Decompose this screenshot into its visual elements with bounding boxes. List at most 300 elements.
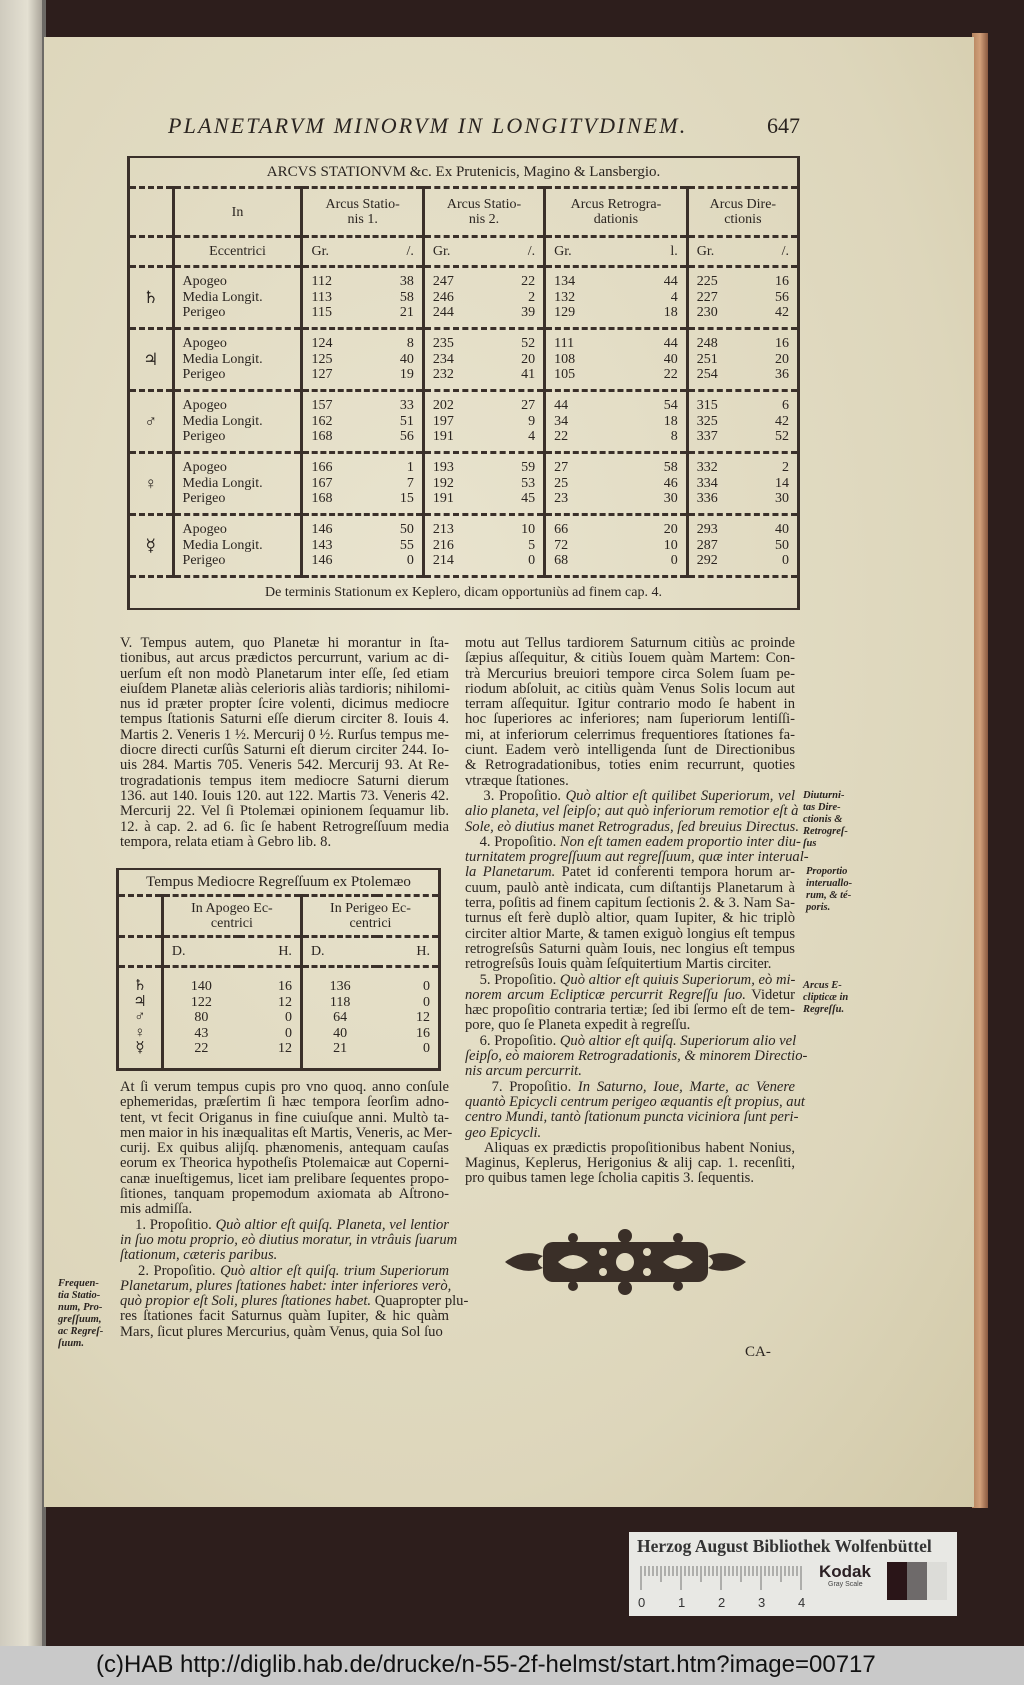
margin-note-line: Diuturni- <box>803 790 845 801</box>
minutes: 33 <box>399 398 414 414</box>
minutes-label: /. <box>781 243 789 259</box>
minutes: 8 <box>670 429 678 445</box>
value-pair <box>697 460 789 476</box>
value-pair <box>554 553 678 569</box>
value-pair <box>554 352 678 368</box>
degrees: 143 <box>311 537 333 553</box>
degrees: 246 <box>432 289 454 305</box>
ruler-label: 4 <box>798 1595 806 1610</box>
text-line <box>465 1156 795 1171</box>
table-subheader-row <box>118 937 440 967</box>
text: Quapropter plu- <box>371 1293 469 1310</box>
planet-group-row <box>129 329 799 391</box>
text-line <box>465 865 795 880</box>
position-labels <box>173 515 302 577</box>
planet-symbol: ♃ <box>133 993 147 1010</box>
degrees: 234 <box>432 351 454 367</box>
text-line <box>465 942 795 957</box>
text-line <box>120 636 449 651</box>
text: Mercurij 22. Vel ſi Ptolemæi opinionem ſequamur lib. <box>120 803 449 820</box>
margin-note-arcus <box>803 980 848 1016</box>
table-title-row <box>129 157 799 188</box>
gray-swatch-mid <box>907 1562 927 1600</box>
value-pair <box>433 522 535 538</box>
value-pair <box>311 336 413 352</box>
page-number: 647 <box>767 113 800 138</box>
minutes: 58 <box>663 460 678 476</box>
left-paragraph-1 <box>120 636 449 850</box>
minutes: 7 <box>406 475 414 491</box>
value-pair <box>554 398 678 414</box>
minutes: 46 <box>663 475 678 491</box>
text: Videtur <box>745 986 795 1003</box>
left-paragraph-2 <box>120 1079 469 1340</box>
degrees: 157 <box>311 398 333 414</box>
minutes: 0 <box>670 553 678 569</box>
degrees: 23 <box>554 491 569 507</box>
text: ephemeridas, præſertim ſi hæc tempora ſeorſim adno- <box>120 1094 449 1111</box>
position-label: Perigeo <box>182 491 226 507</box>
stations-arc-table <box>127 156 800 610</box>
minutes: 0 <box>782 553 789 569</box>
degrees: 25 <box>554 475 569 491</box>
value-pair <box>433 538 535 554</box>
minutes: 56 <box>775 289 789 305</box>
value-pair <box>697 522 789 538</box>
text: retrogreſsûs Saturni quàm Iouis, nec longius eſt tempus <box>465 940 795 957</box>
value-pair <box>554 274 678 290</box>
minutes: 0 <box>406 553 414 569</box>
text: circiter altior Marte, & tamen exiguò longius eſt tempus <box>465 925 795 942</box>
table-header-row <box>129 188 799 237</box>
value-pair <box>697 476 789 492</box>
position-label: Apogeo <box>182 336 227 352</box>
minutes: 4 <box>528 429 536 445</box>
text-line <box>120 697 449 712</box>
table-value: 64 <box>333 1010 348 1026</box>
text: eorum ex Theorica hypotheſis Ptolemaicæ aut Coperni- <box>120 1155 449 1172</box>
arc-values <box>687 453 798 515</box>
text: 136. aut 140. Iouis 120. aut 122. Martis 73. Veneris 42. <box>120 787 449 804</box>
unit-header: H. <box>377 937 439 967</box>
text-line <box>465 896 795 911</box>
value-pair <box>554 429 678 445</box>
degrees: 166 <box>311 460 333 476</box>
position-label: Perigeo <box>182 553 226 569</box>
text: terram aſſequitur. Igitur contrario modo ſe habent in <box>465 696 795 713</box>
position-label: Perigeo <box>182 429 226 445</box>
text-line <box>465 667 795 682</box>
value-pair <box>433 429 535 445</box>
text: 2. Propoſitio. <box>120 1262 221 1279</box>
text: cuum, paulò antè indicata, cum diſtantijs Planetarum à <box>465 879 795 896</box>
table-value: 0 <box>284 1025 292 1041</box>
degrees: 146 <box>311 553 333 569</box>
degrees: 132 <box>554 289 576 305</box>
minutes: 40 <box>399 351 414 367</box>
text-line <box>465 774 795 789</box>
value-pair <box>311 460 413 476</box>
degrees: 254 <box>696 367 718 383</box>
italic-text: alio planeta, vel ſeipſo; aut quò inferiorum remotior eſt à <box>465 803 799 820</box>
minutes: 14 <box>775 475 789 491</box>
text: 1. Propoſitio. <box>120 1216 216 1233</box>
degrees-label: Gr. <box>554 243 572 259</box>
value-pair <box>697 336 789 352</box>
units <box>554 244 678 260</box>
text-line <box>465 636 795 651</box>
text: res ſtationes facit Saturnus quàm Iupiter, & hic quàm <box>120 1308 449 1325</box>
running-title: PLANETARVM MINORVM IN LONGITVDINEM. <box>168 113 688 138</box>
degrees: 247 <box>432 274 454 290</box>
minutes: 50 <box>399 522 414 538</box>
degrees-label: Gr. <box>696 243 715 259</box>
text: tent, vt fecit Origanus in fine cuiuſque anni. Multò ta- <box>120 1109 449 1126</box>
text-line <box>465 988 795 1003</box>
subheader-eccentrici: Eccentrici <box>173 237 302 267</box>
degrees: 216 <box>432 537 454 553</box>
table-value: 118 <box>329 994 351 1010</box>
position-label: Perigeo <box>182 305 226 321</box>
value-pair <box>311 522 413 538</box>
subheader-units <box>687 237 798 267</box>
text: retrogreſsûs Iouis quàm ſeſquitertium Martis circiter. <box>465 956 772 973</box>
table-value: 140 <box>190 979 212 995</box>
footer-bar <box>0 1646 1024 1685</box>
text: ciunt. Eadem verò intelligenda ſunt de Directionibus <box>465 742 795 759</box>
degrees: 168 <box>311 429 333 445</box>
position-label: Apogeo <box>182 460 227 476</box>
degrees: 111 <box>554 336 575 352</box>
planet-group-row <box>129 453 799 515</box>
text: 4. Propoſitio. <box>465 833 560 850</box>
text: riodum abſoluit, ac citiùs quàm Venus Solis locum aut <box>465 680 795 697</box>
value-pair <box>311 305 413 321</box>
table-title: ARCVS STATIONVM &c. Ex Prutenicis, Magino & Lansbergio. <box>129 157 799 188</box>
minutes: 59 <box>521 460 536 476</box>
minutes: 6 <box>782 398 789 414</box>
table-value: 12 <box>416 1010 430 1026</box>
text: ſæpius aſſequitur, & citiùs Iouem quàm Martem: Con- <box>465 650 795 667</box>
text-line <box>120 1187 449 1202</box>
margin-note-line: ſuum. <box>58 1338 84 1349</box>
margin-note-line: ſus <box>803 838 817 849</box>
text-line <box>465 849 809 866</box>
value-column <box>301 967 377 1070</box>
italic-text: norem arcum Eclipticæ percurrit Regreſſu ſuo. <box>465 986 746 1003</box>
margin-note-frequentia <box>58 1278 103 1350</box>
col-header: Arcus Statio- nis 1. <box>302 188 423 237</box>
value-pair <box>433 336 535 352</box>
text: Mars, ſicut plures Mercurius, quàm Venus, quia Sol ſuo <box>120 1323 443 1340</box>
minutes: 22 <box>521 274 536 290</box>
value-pair <box>554 305 678 321</box>
minutes: 52 <box>775 429 789 445</box>
value-pair <box>433 476 535 492</box>
margin-note-line: greſſuum, <box>58 1314 102 1325</box>
arc-values <box>302 267 423 329</box>
italic-text: turnitatem progreſſuum aut regreſſuum, quæ inter interual- <box>465 849 809 866</box>
value-pair <box>433 553 535 569</box>
degrees: 191 <box>432 429 454 445</box>
minutes: 21 <box>399 305 414 321</box>
minutes: 1 <box>406 460 414 476</box>
text-line <box>120 1231 458 1248</box>
text-line <box>120 758 449 773</box>
table-value: 122 <box>190 994 212 1010</box>
minutes: 42 <box>775 413 789 429</box>
text-line <box>465 728 795 743</box>
minutes: 42 <box>775 305 789 321</box>
margin-note-line: ac Regreſ- <box>58 1326 104 1337</box>
text-line <box>120 1080 449 1095</box>
kodak-gray-scale: Gray Scale <box>828 1581 863 1588</box>
blank-cell <box>118 937 163 967</box>
value-pair <box>311 491 413 507</box>
table-value: 12 <box>277 1041 292 1057</box>
italic-text: centro Mundi, tantò ſtationum puncta viciniora ſunt peri- <box>465 1109 799 1126</box>
margin-note-line: num, Pro- <box>58 1302 103 1313</box>
text-line <box>120 682 449 697</box>
degrees: 292 <box>696 553 718 569</box>
italic-text: la Planetarum. <box>465 864 556 881</box>
planet-symbol: ☿ <box>135 1040 145 1057</box>
minutes: 0 <box>528 553 536 569</box>
text: 5. Propoſitio. <box>465 971 560 988</box>
text: V. Tempus autem, quo Planetæ hi morantur in ſta- <box>120 635 449 651</box>
value-pair <box>697 398 789 414</box>
minutes: 5 <box>528 537 536 553</box>
text: 12. à cap. 2. ad 6. ſic ſe habent Retrogreſſuum media <box>120 818 449 835</box>
value-pair <box>697 491 789 507</box>
degrees: 214 <box>432 553 454 569</box>
value-pair <box>311 352 413 368</box>
subheader-units <box>545 237 688 267</box>
value-pair <box>433 491 535 507</box>
arc-values <box>687 391 798 453</box>
degrees: 44 <box>554 398 569 414</box>
text-line <box>120 1293 469 1310</box>
blank-cell <box>129 237 174 267</box>
value-pair <box>433 414 535 430</box>
arc-values <box>545 453 688 515</box>
minutes: 45 <box>521 491 536 507</box>
arc-values <box>423 453 544 515</box>
col-header: In Perigeo Ec- centrici <box>301 896 439 937</box>
position-label: Media Longit. <box>182 537 263 553</box>
minutes: 8 <box>406 336 414 352</box>
minutes: 2 <box>528 289 536 305</box>
minutes: 44 <box>663 274 678 290</box>
planet-symbol: ♃ <box>129 329 174 391</box>
minutes: 2 <box>782 460 789 476</box>
margin-note-line: Frequen- <box>58 1278 99 1289</box>
position-label: Media Longit. <box>182 413 263 429</box>
unit-header: H. <box>239 937 302 967</box>
text: Aliquas ex prædictis propoſitionibus habent Nonius, <box>465 1139 795 1156</box>
value-pair <box>554 290 678 306</box>
right-column-text <box>465 635 809 1187</box>
minutes: 10 <box>663 537 678 553</box>
degrees: 251 <box>696 351 718 367</box>
text: 7. Propoſitio. <box>465 1078 578 1095</box>
arc-values <box>687 515 798 577</box>
text-line <box>465 1109 799 1126</box>
minutes: 39 <box>521 305 536 321</box>
text-line <box>120 1264 449 1279</box>
italic-text: Quò altior eſt quiſq. Superiorum alio vel <box>559 1032 797 1049</box>
value-pair <box>433 352 535 368</box>
text-line <box>120 651 449 666</box>
value-pair <box>311 290 413 306</box>
text: 3. Propoſitio. <box>465 787 566 804</box>
italic-text: quò propior eſt Soli, plures ſtationes habet. <box>120 1293 372 1310</box>
value-pair <box>433 305 535 321</box>
value-pair <box>554 522 678 538</box>
degrees: 244 <box>432 305 454 321</box>
italic-text: Quò altior eſt quilibet Superiorum, vel <box>565 787 795 804</box>
degrees: 191 <box>432 491 454 507</box>
col-header: In Apogeo Ec- centrici <box>162 896 301 937</box>
italic-text: geo Epicycli. <box>465 1124 542 1141</box>
text-line <box>465 1080 795 1095</box>
text-line <box>465 682 795 697</box>
minutes: 38 <box>399 274 414 290</box>
text: & Retrogradationibus, toties enim recurrunt, quoties <box>465 757 795 774</box>
text-line <box>120 667 449 682</box>
text: diocre directi curſûs Saturni eſt dierum circiter 244. Io- <box>120 742 449 759</box>
arc-values <box>545 391 688 453</box>
text-line <box>120 1124 453 1141</box>
text: turnus eſt ferè duplò altior, quam Iupiter, & hic triplò <box>465 910 795 927</box>
minutes: 40 <box>775 522 789 538</box>
degrees: 227 <box>696 289 718 305</box>
value-pair <box>433 367 535 383</box>
arc-values <box>302 329 423 391</box>
text-line <box>465 651 795 666</box>
arc-values <box>423 391 544 453</box>
minutes: 20 <box>521 351 536 367</box>
degrees: 337 <box>696 429 718 445</box>
value-pair <box>554 367 678 383</box>
adjacent-page-edge <box>0 0 46 1646</box>
text-line <box>465 1093 805 1110</box>
italic-text: quantò Epicycli centrum perigeo æquantis eſt propius, aut <box>465 1093 805 1110</box>
text-line <box>465 1171 795 1186</box>
planet-symbol: ♀ <box>134 1024 146 1041</box>
position-labels <box>173 267 302 329</box>
italic-text: In Saturno, Ioue, Marte, ac Venere <box>577 1078 795 1095</box>
value-pair <box>554 491 678 507</box>
italic-text: Quò altior eſt quiſq. trium Superiorum <box>220 1262 449 1279</box>
minutes: 27 <box>521 398 536 414</box>
value-pair <box>311 476 413 492</box>
degrees: 125 <box>311 351 333 367</box>
margin-note-proportio <box>806 866 852 914</box>
text: vtræque ſtationes. <box>465 772 569 789</box>
degrees: 235 <box>432 336 454 352</box>
minutes: 4 <box>670 289 678 305</box>
table-value: 16 <box>416 1025 430 1041</box>
table-value: 0 <box>423 994 430 1010</box>
minutes: 15 <box>399 491 414 507</box>
col-header: Arcus Dire- ctionis <box>687 188 798 237</box>
subheader-units <box>302 237 423 267</box>
planet-symbol: ♂ <box>134 1009 146 1026</box>
minutes-label: l. <box>670 243 678 259</box>
units <box>433 244 535 260</box>
table-value: 80 <box>194 1010 209 1026</box>
text: mis admiſſa. <box>120 1201 193 1218</box>
text-line <box>465 712 795 727</box>
margin-note-line: rum, & té- <box>806 890 852 901</box>
minutes-label: /. <box>527 243 536 259</box>
degrees: 336 <box>696 491 718 507</box>
degrees: 66 <box>554 522 569 538</box>
degrees: 193 <box>432 460 454 476</box>
text-line <box>465 1064 795 1079</box>
text-line <box>120 820 449 835</box>
value-pair <box>697 429 789 445</box>
position-labels <box>173 391 302 453</box>
footer-copyright-url: (c)HAB http://diglib.hab.de/drucke/n-55-2f-helmst/start.htm?image=00717 <box>96 1651 876 1678</box>
degrees: 213 <box>432 522 454 538</box>
margin-note-diuturnitas <box>803 790 848 850</box>
position-label: Media Longit. <box>182 475 263 491</box>
planet-group-row <box>129 267 799 329</box>
text-line <box>120 1325 449 1340</box>
value-pair <box>554 538 678 554</box>
degrees: 232 <box>432 367 454 383</box>
text-line <box>120 1172 449 1187</box>
ruler-icon <box>637 1562 807 1614</box>
table-value: 43 <box>194 1025 209 1041</box>
minutes: 55 <box>399 537 414 553</box>
planet-symbol: ♄ <box>133 978 147 995</box>
table-footnote: De terminis Stationum ex Keplero, dicam opportuniùs ad finem cap. 4. <box>129 577 799 610</box>
margin-note-line: Retrogreſ- <box>803 826 848 837</box>
text-line <box>465 927 795 942</box>
minutes: 30 <box>663 491 678 507</box>
retrogression-time-table <box>116 868 441 1071</box>
minutes: 36 <box>775 367 789 383</box>
italic-text: in ſuo motu proprio, eò diutius moratur, in vtrâuis ſuarum <box>120 1231 458 1248</box>
gray-swatch-dark <box>887 1562 907 1600</box>
degrees: 225 <box>696 274 718 290</box>
arc-values <box>423 515 544 577</box>
italic-text: Quò altior eſt quiuis Superiorum, eò mi- <box>559 971 796 988</box>
text-line <box>465 1141 795 1156</box>
ornament-icon <box>503 1228 748 1296</box>
position-label: Perigeo <box>182 367 226 383</box>
text: tempora, relata etiam à Gebro lib. 8. <box>120 833 332 850</box>
value-pair <box>697 290 789 306</box>
table-value: 0 <box>423 1041 430 1057</box>
degrees-label: Gr. <box>311 243 329 259</box>
value-pair <box>311 553 413 569</box>
value-pair <box>697 352 789 368</box>
minutes: 19 <box>399 367 414 383</box>
minutes: 20 <box>663 522 678 538</box>
text-line <box>120 743 449 758</box>
table-subheader-row <box>129 237 799 267</box>
value-pair <box>311 367 413 383</box>
text-line <box>465 1034 795 1049</box>
margin-note-line: poris. <box>806 902 831 913</box>
text: uerſum eſt non modò Planetarum inter eſſe, ſed etiam <box>120 665 449 682</box>
planet-group-row <box>129 515 799 577</box>
value-pair <box>311 398 413 414</box>
